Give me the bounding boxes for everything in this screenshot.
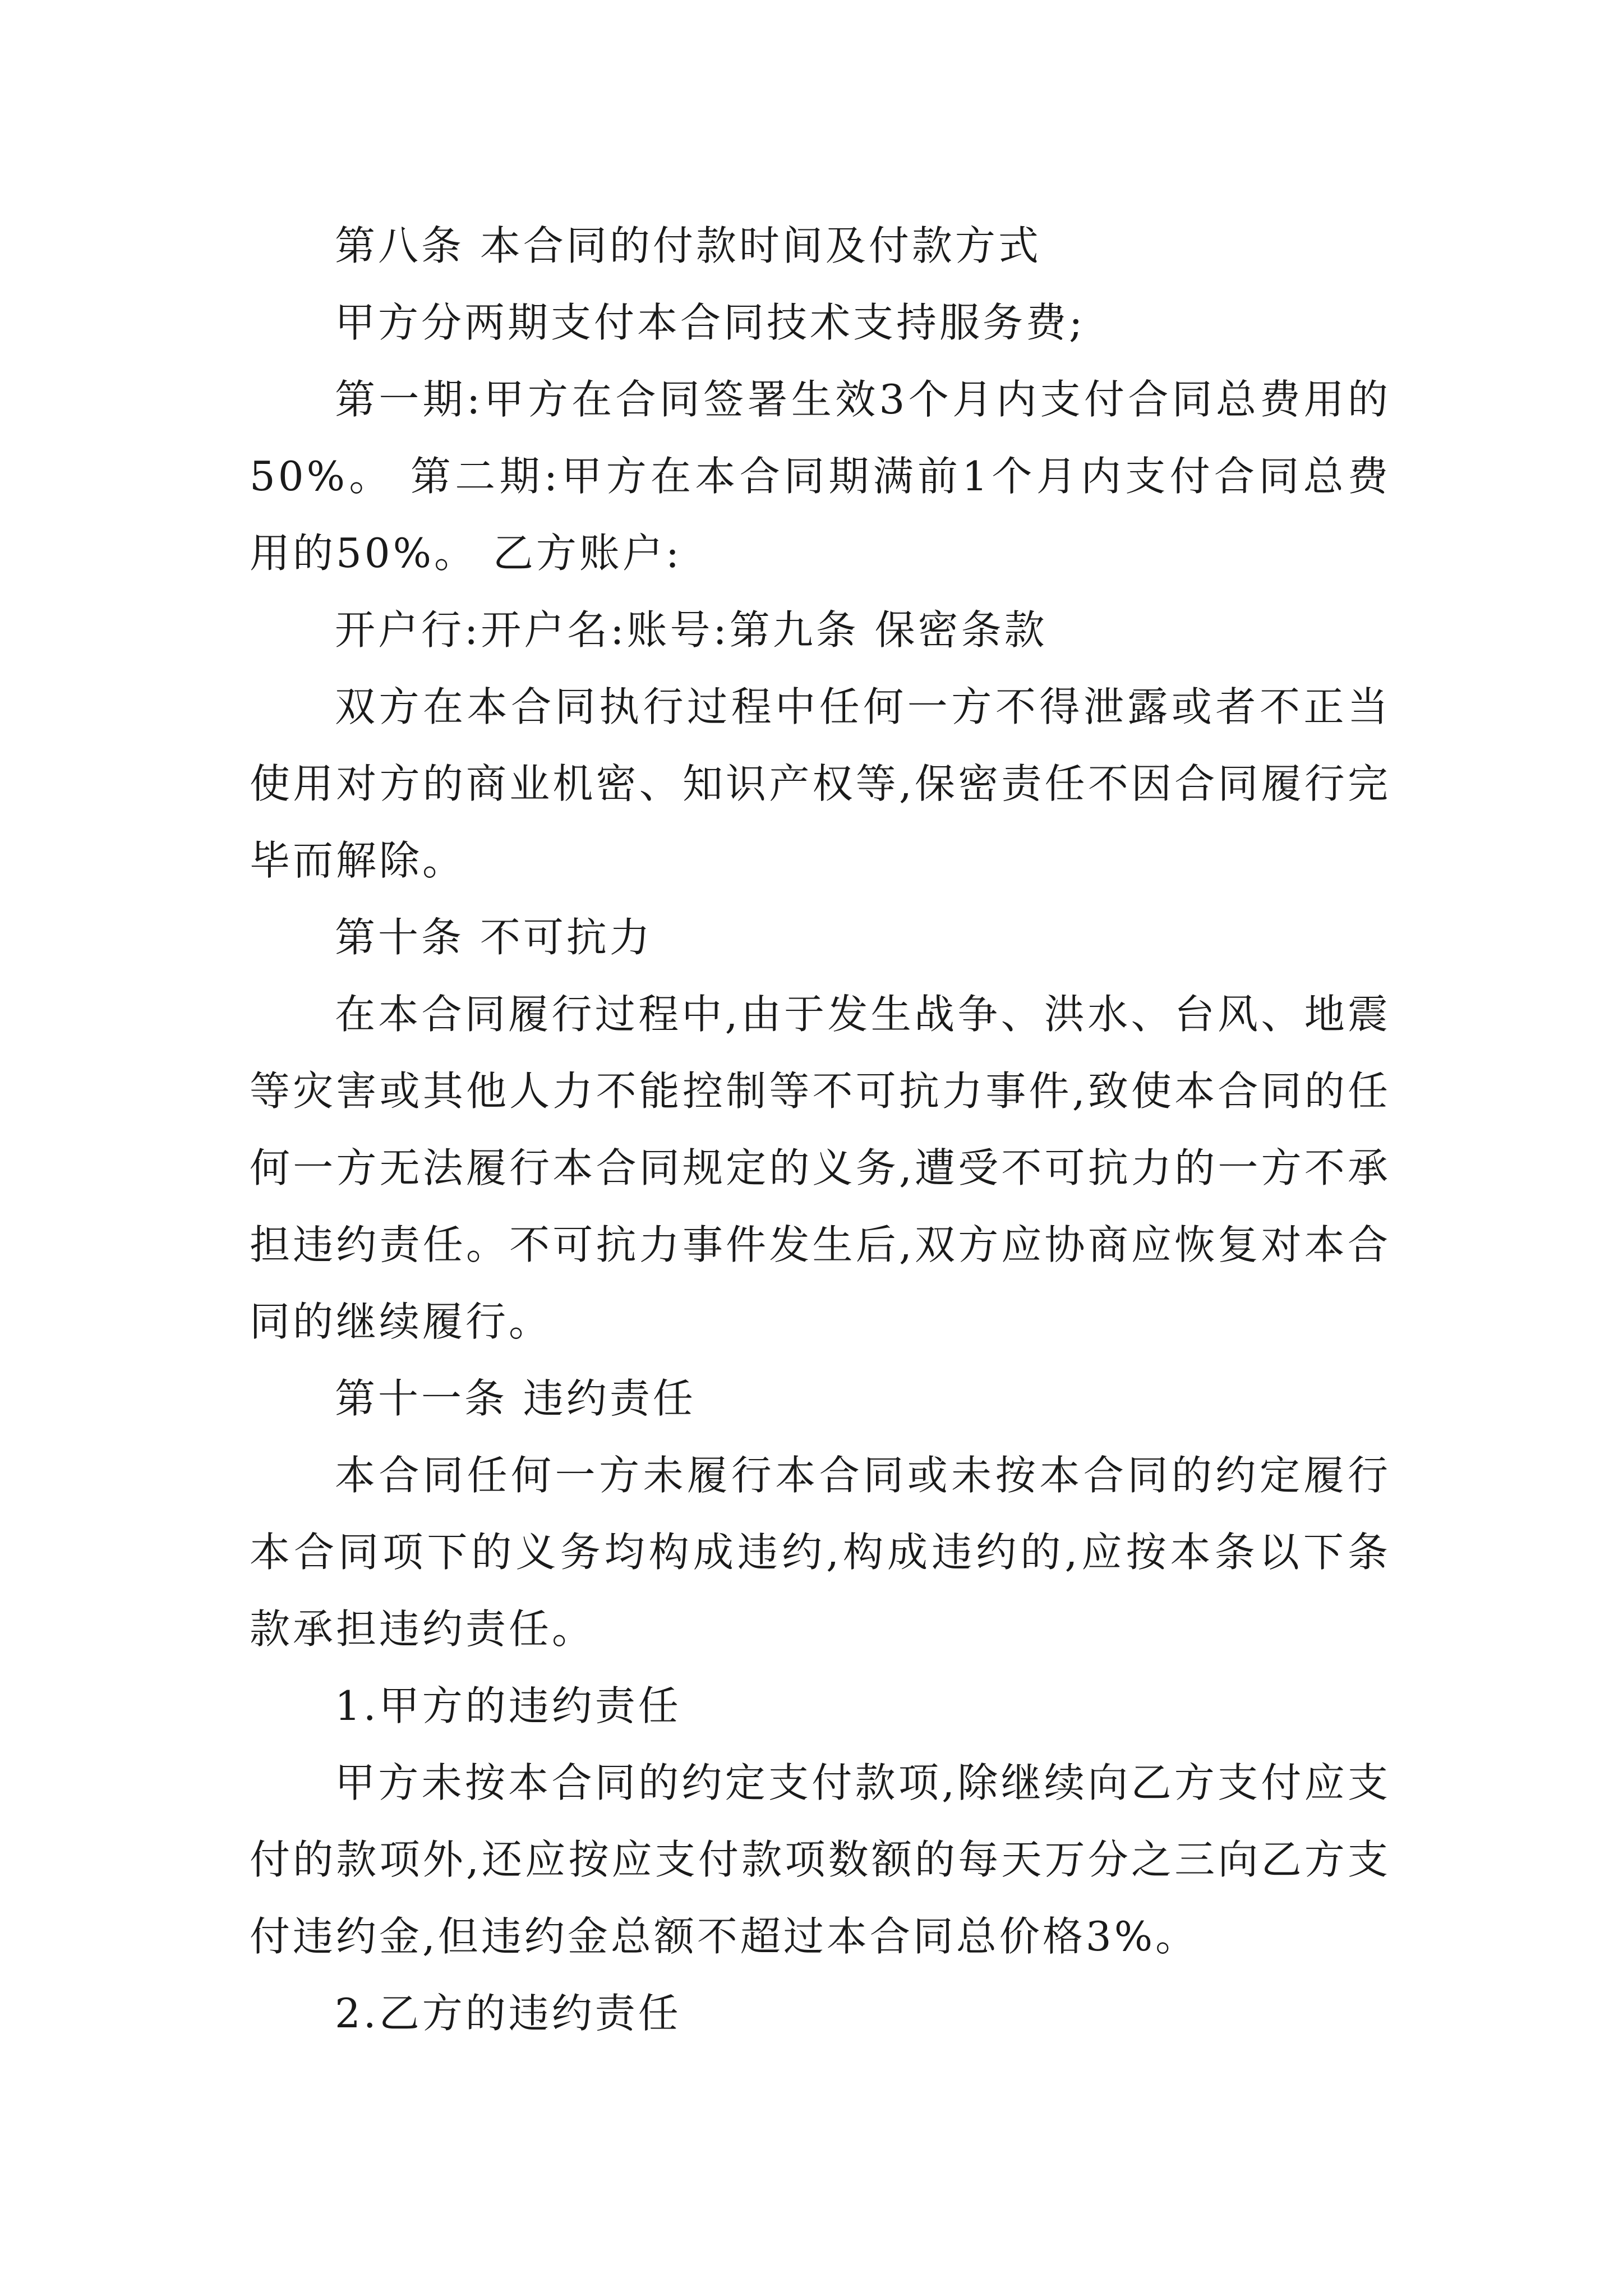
confidentiality-clause: 双方在本合同执行过程中任何一方不得泄露或者不正当使用对方的商业机密、知识产权等,保密责任不因合同履行完毕而解除。 (250, 683, 1391, 884)
bank-account-article-9-heading: 开户行:开户名:账号:第九条 保密条款 (335, 606, 1048, 654)
payment-schedule: 第一期:甲方在合同签署生效3个月内支付合同总费用的50%。 第二期:甲方在本合同期满前1个月内支付合同总费用的50%。 乙方账户: (250, 376, 1391, 577)
article-11-heading: 第十一条 违约责任 (335, 1375, 696, 1422)
party-b-breach-heading: 2.乙方的违约责任 (335, 1990, 681, 2037)
party-a-breach-clause: 甲方未按本合同的约定支付款项,除继续向乙方支付应支付的款项外,还应按应支付款项数额的每天万分之三向乙方支付违约金,但违约金总额不超过本合同总价格3%。 (250, 1759, 1391, 1960)
payment-installments: 甲方分两期支付本合同技术支持服务费; (335, 299, 1086, 346)
breach-clause: 本合同任何一方未履行本合同或未按本合同的约定履行本合同项下的义务均构成违约,构成违约的,应按本条以下条款承担违约责任。 (250, 1452, 1391, 1653)
document-page (250, 208, 1391, 2052)
article-8-heading: 第八条 本合同的付款时间及付款方式 (335, 222, 1041, 269)
force-majeure-clause: 在本合同履行过程中,由于发生战争、洪水、台风、地震等灾害或其他人力不能控制等不可抗力事件,致使本合同的任何一方无法履行本合同规定的义务,遭受不可抗力的一方不承担违约责任。不可抗力事件发生后,双方应协商应恢复对本合同的继续履行。 (250, 991, 1391, 1345)
article-10-heading: 第十条 不可抗力 (335, 914, 653, 961)
party-a-breach-heading: 1.甲方的违约责任 (335, 1682, 681, 1729)
